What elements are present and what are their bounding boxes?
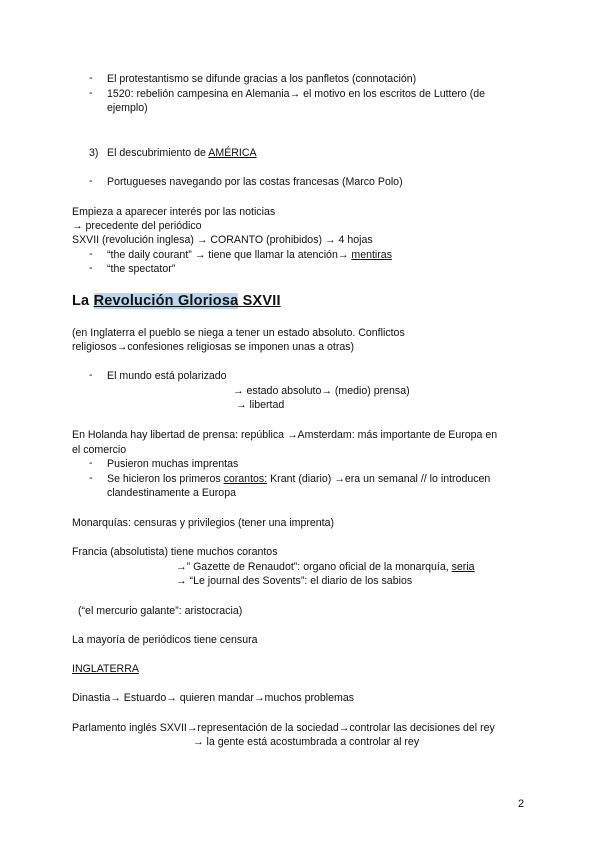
bullet-text: El protestantismo se difunde gracias a los panfletos (connotación)	[107, 73, 417, 85]
bullet-text: Portugueses navegando por las costas francesas (Marco Polo)	[107, 176, 403, 188]
paragraph: Monarquías: censuras y privilegios (tener una imprenta)	[72, 517, 335, 529]
paragraph: (en Inglaterra el pueblo se niega a tener un estado absoluto. Conflictos	[72, 327, 405, 339]
bullet-text: 1520: rebelión campesina en Alemania→ el motivo en los escritos de Luttero (de	[107, 88, 486, 100]
bullet-text-cont: ejemplo)	[107, 102, 148, 114]
bullet-text: Se hicieron los primeros corantos: Krant (diario) →era un semanal // lo introducen	[107, 473, 491, 485]
subheading: INGLATERRA	[72, 663, 139, 675]
paragraph: Dinastia→ Estuardo→ quieren mandar→muchos problemas	[72, 692, 355, 704]
bullet-dash: -	[89, 248, 93, 260]
paragraph: religiosos→confesiones religiosas se imponen unas a otras)	[72, 341, 355, 353]
indented-line: → la gente está acostumbrada a controlar al rey	[193, 736, 420, 748]
bullet-dash: -	[89, 87, 93, 99]
section-number: 3)	[89, 147, 99, 159]
paragraph: Empieza a aparecer interés por las noticias	[72, 206, 276, 218]
bullet-dash: -	[89, 262, 93, 274]
paragraph: Francia (absolutista) tiene muchos corantos	[72, 546, 278, 558]
section-heading: La Revolución Gloriosa SXVII	[72, 293, 281, 309]
bullet-text: Pusieron muchas imprentas	[107, 458, 239, 470]
bullet-dash: -	[89, 457, 93, 469]
bullet-dash: -	[89, 369, 93, 381]
bullet-dash: -	[89, 472, 93, 484]
bullet-dash: -	[89, 72, 93, 84]
page-number: 2	[518, 798, 525, 810]
paragraph: el comercio	[72, 444, 127, 456]
bullet-text: El mundo está polarizado	[107, 370, 227, 382]
bullet-text: “the spectator”	[107, 263, 176, 275]
bullet-dash: -	[89, 175, 93, 187]
paragraph: → precedente del periódico	[72, 220, 202, 232]
indented-line: → “Le journal des Sovents”: el diario de los sabios	[176, 575, 413, 587]
bullet-text: “the daily courant” → tiene que llamar la atención→ mentiras	[107, 249, 392, 261]
paragraph: Parlamento inglés SXVII→representación de la sociedad→controlar las decisiones del rey	[72, 722, 495, 734]
paragraph: (“el mercurio galante”: aristocracia)	[78, 605, 243, 617]
indented-line: →” Gazette de Renaudot”: organo oficial de la monarquía, seria	[176, 561, 475, 573]
indented-line: → estado absoluto→ (medio) prensa)	[233, 385, 410, 397]
section-title: El descubrimiento de AMÉRICA	[107, 147, 257, 159]
paragraph: En Holanda hay libertad de prensa: república →Amsterdam: más importante de Europa en	[72, 429, 498, 441]
paragraph: SXVII (revolución inglesa) → CORANTO (prohibidos) → 4 hojas	[72, 234, 373, 246]
indented-line: → libertad	[236, 399, 285, 411]
paragraph: La mayoría de periódicos tiene censura	[72, 634, 258, 646]
bullet-text-cont: clandestinamente a Europa	[107, 487, 236, 499]
